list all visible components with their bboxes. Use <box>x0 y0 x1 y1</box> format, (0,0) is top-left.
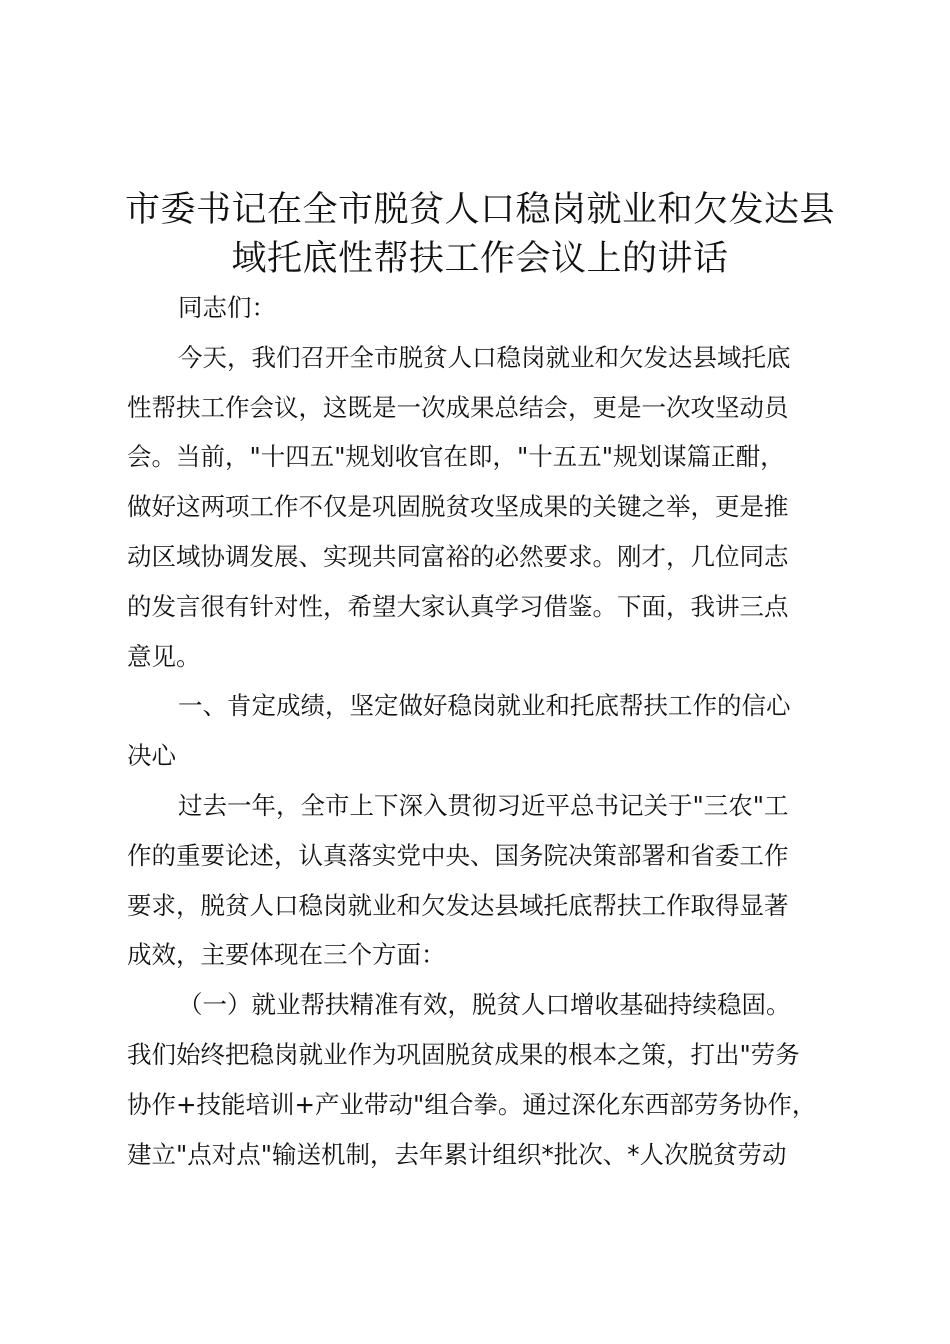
paragraph-line: 做好这两项工作不仅是巩固脱贫攻坚成果的关键之举，更是推 <box>127 492 789 522</box>
paragraph-line: 性帮扶工作会议，这既是一次成果总结会，更是一次攻坚动员 <box>127 392 789 422</box>
paragraph-line: 过去一年，全市上下深入贯彻习近平总书记关于"三农"工 <box>178 790 789 820</box>
paragraph-line: 协作+技能培训+产业带动"组合拳。通过深化东西部劳务协作， <box>127 1089 817 1119</box>
paragraph-line: 动区域协调发展、实现共同富裕的必然要求。刚才，几位同志 <box>127 541 789 571</box>
paragraph-line: 要求，脱贫人口稳岗就业和欠发达县域托底帮扶工作取得显著 <box>127 890 789 920</box>
paragraph-line: 我们始终把稳岗就业作为巩固脱贫成果的根本之策，打出"劳务 <box>127 1039 800 1069</box>
salutation: 同志们： <box>178 293 276 322</box>
paragraph-line: 作的重要论述，认真落实党中央、国务院决策部署和省委工作 <box>127 840 789 870</box>
paragraph-line: 成效，主要体现在三个方面： <box>127 940 446 970</box>
paragraph-line: 今天，我们召开全市脱贫人口稳岗就业和欠发达县域托底 <box>178 342 791 372</box>
document-title-line-2: 域托底性帮扶工作会议上的讲话 <box>231 239 729 279</box>
document-body <box>127 283 847 1179</box>
paragraph-line: 建立"点对点"输送机制，去年累计组织*批次、*人次脱贫劳动 <box>127 1139 787 1169</box>
paragraph-line: 会。当前，"十四五"规划收官在即，"十五五"规划谋篇正酣， <box>127 442 785 472</box>
paragraph-line: 的发言很有针对性，希望大家认真学习借鉴。下面，我讲三点 <box>127 591 789 621</box>
section-heading: 一、肯定成绩，坚定做好稳岗就业和托底帮扶工作的信心 <box>178 691 791 721</box>
subsection-heading: （一）就业帮扶精准有效，脱贫人口增收基础持续稳固。 <box>178 990 791 1020</box>
paragraph-line: 意见。 <box>127 641 201 671</box>
section-heading: 决心 <box>127 741 176 771</box>
document-title-line-1: 市委书记在全市脱贫人口稳岗就业和欠发达县 <box>124 190 835 230</box>
